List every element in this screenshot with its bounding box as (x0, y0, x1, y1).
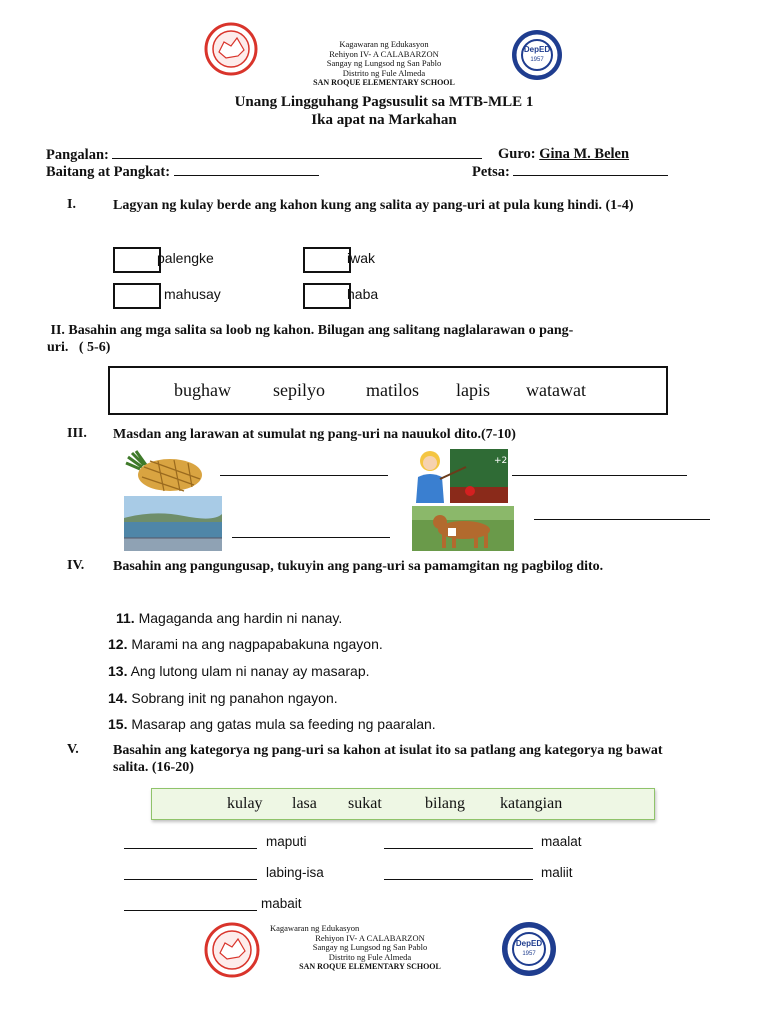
footer-line1: Kagawaran ng Edukasyon (270, 923, 360, 933)
section1-instruction: Lagyan ng kulay berde ang kahon kung ang salita ay pang-uri at pula kung hindi. (1-4) (113, 198, 634, 213)
name-label: Pangalan: (46, 147, 109, 163)
title-line2: Ika apat na Markahan (311, 112, 457, 128)
date-label: Petsa: (472, 164, 510, 180)
answer-line-8[interactable] (512, 475, 687, 476)
section1-word-2: mahusay (164, 286, 221, 302)
grade-blank[interactable] (174, 163, 319, 176)
sentence-number: 13. (108, 663, 128, 679)
date-blank[interactable] (513, 163, 668, 176)
sentence-12 (108, 636, 383, 652)
date-field (472, 163, 668, 181)
deped-logo (510, 28, 564, 82)
deped-logo-text: DepED (523, 45, 551, 54)
answer-line-19[interactable] (384, 879, 533, 880)
section3-instruction: Masdan ang larawan at sumulat ng pang-uri na nauukol dito.(7-10) (113, 427, 516, 442)
teacher-field (498, 146, 629, 163)
footer-line2: Rehiyon IV- A CALABARZON (315, 932, 425, 943)
section2-line2: uri. ( 5-6) (47, 340, 111, 355)
header-text (284, 40, 484, 88)
answer-word-labing-isa: labing-isa (266, 865, 324, 880)
answer-line-17[interactable] (384, 848, 533, 849)
footer-deped-logo-year: 1957 (522, 951, 536, 957)
grade-label: Baitang at Pangkat: (46, 164, 171, 180)
sentence-text: Sobrang init ng panahon ngayon. (131, 690, 338, 706)
section2-line1: II. Basahin ang mga salita sa loob ng kahon. Bilugan ang salitang naglalarawan o pang- (47, 323, 574, 338)
sentence-text: Magaganda ang hardin ni nanay. (134, 610, 343, 626)
answer-line-18[interactable] (124, 879, 257, 880)
footer-text (270, 924, 470, 972)
sentence-text: Ang lutong ulam ni nanay ay masarap. (130, 663, 370, 679)
answer-line-10[interactable] (534, 519, 710, 520)
dog-image (412, 506, 514, 551)
page-title (0, 93, 768, 129)
footer-school-seal-logo (204, 922, 260, 978)
sentence-11 (116, 610, 342, 626)
answer-line-16[interactable] (124, 848, 257, 849)
section4-instruction: Basahin ang pangungusap, tukuyin ang pang-uri sa pamamgitan ng pagbilog dito. (113, 559, 604, 574)
word-bughaw[interactable]: bughaw (174, 380, 231, 400)
category-sukat: sukat (348, 795, 382, 812)
sentence-text: Masarap ang gatas mula sa feeding ng paaralan. (131, 716, 436, 732)
answer-line-7[interactable] (220, 475, 388, 476)
answer-word-mabait: mabait (261, 896, 302, 911)
section1-word-3: iwak (347, 250, 376, 266)
header-line2: Rehiyon IV- A CALABARZON (329, 48, 439, 59)
header-line4: Distrito ng Fule Almeda (342, 67, 426, 78)
sentence-15 (108, 716, 436, 732)
sentence-13 (108, 663, 370, 679)
category-katangian: katangian (500, 795, 563, 812)
svg-text:+2: +2 (494, 456, 508, 466)
name-blank[interactable] (112, 146, 482, 159)
category-lasa: lasa (292, 795, 317, 812)
answer-line-20[interactable] (124, 910, 257, 911)
answer-word-maalat: maalat (541, 834, 582, 849)
section3-number: III. (67, 426, 87, 441)
sentence-14 (108, 690, 338, 706)
footer-line4: Distrito ng Fule Almeda (328, 951, 412, 962)
header-line3: Sangay ng Lungsod ng San Pablo (326, 58, 442, 68)
section4-number: IV. (67, 558, 85, 573)
section1-word-4: haba (347, 286, 379, 302)
footer-line3: Sangay ng Lungsod ng San Pablo (312, 942, 428, 952)
section5-instruction: Basahin ang kategorya ng pang-uri sa kahon at isulat ito sa patlang ang kategorya ng bawat salita. (16-20) (113, 743, 663, 775)
footer-deped-logo-text: DepED (515, 939, 543, 948)
word-sepilyo[interactable]: sepilyo (273, 380, 325, 400)
sea-image (124, 496, 222, 551)
answer-box-2[interactable] (113, 283, 161, 309)
grade-field (46, 163, 319, 181)
section1-number: I. (67, 197, 76, 212)
footer-deped-logo (500, 920, 558, 978)
word-lapis[interactable]: lapis (456, 380, 490, 400)
answer-box-3[interactable] (303, 247, 351, 273)
teacher-image (410, 447, 510, 505)
teacher-name: Gina M. Belen (539, 146, 630, 162)
sentence-number: 12. (108, 636, 128, 652)
header-school: SAN ROQUE ELEMENTARY SCHOOL (313, 78, 455, 87)
footer-school: SAN ROQUE ELEMENTARY SCHOOL (299, 962, 441, 971)
sentence-number: 14. (108, 690, 128, 706)
deped-logo-year: 1957 (530, 57, 544, 63)
answer-line-9[interactable] (232, 537, 390, 538)
title-line1: Unang Lingguhang Pagsusulit sa MTB-MLE 1 (234, 94, 534, 110)
sentence-number: 15. (108, 716, 128, 732)
pineapple-image (124, 447, 206, 495)
answer-box-4[interactable] (303, 283, 351, 309)
name-field (46, 146, 482, 164)
answer-box-1[interactable] (113, 247, 161, 273)
school-seal-logo (204, 22, 258, 76)
section5-number: V. (67, 742, 79, 757)
answer-word-maputi: maputi (266, 834, 307, 849)
category-kulay: kulay (227, 795, 263, 812)
sentence-number: 11. (116, 610, 135, 626)
word-matilos[interactable]: matilos (366, 380, 419, 400)
section2-instruction (47, 322, 727, 356)
sentence-text: Marami na ang nagpapabakuna ngayon. (131, 636, 383, 652)
word-watawat[interactable]: watawat (526, 380, 586, 400)
teacher-label: Guro: (498, 146, 536, 162)
header-line1: Kagawaran ng Edukasyon (339, 39, 429, 49)
section1-word-1: palengke (157, 250, 214, 266)
category-bilang: bilang (425, 795, 465, 812)
answer-word-maliit: maliit (541, 865, 573, 880)
